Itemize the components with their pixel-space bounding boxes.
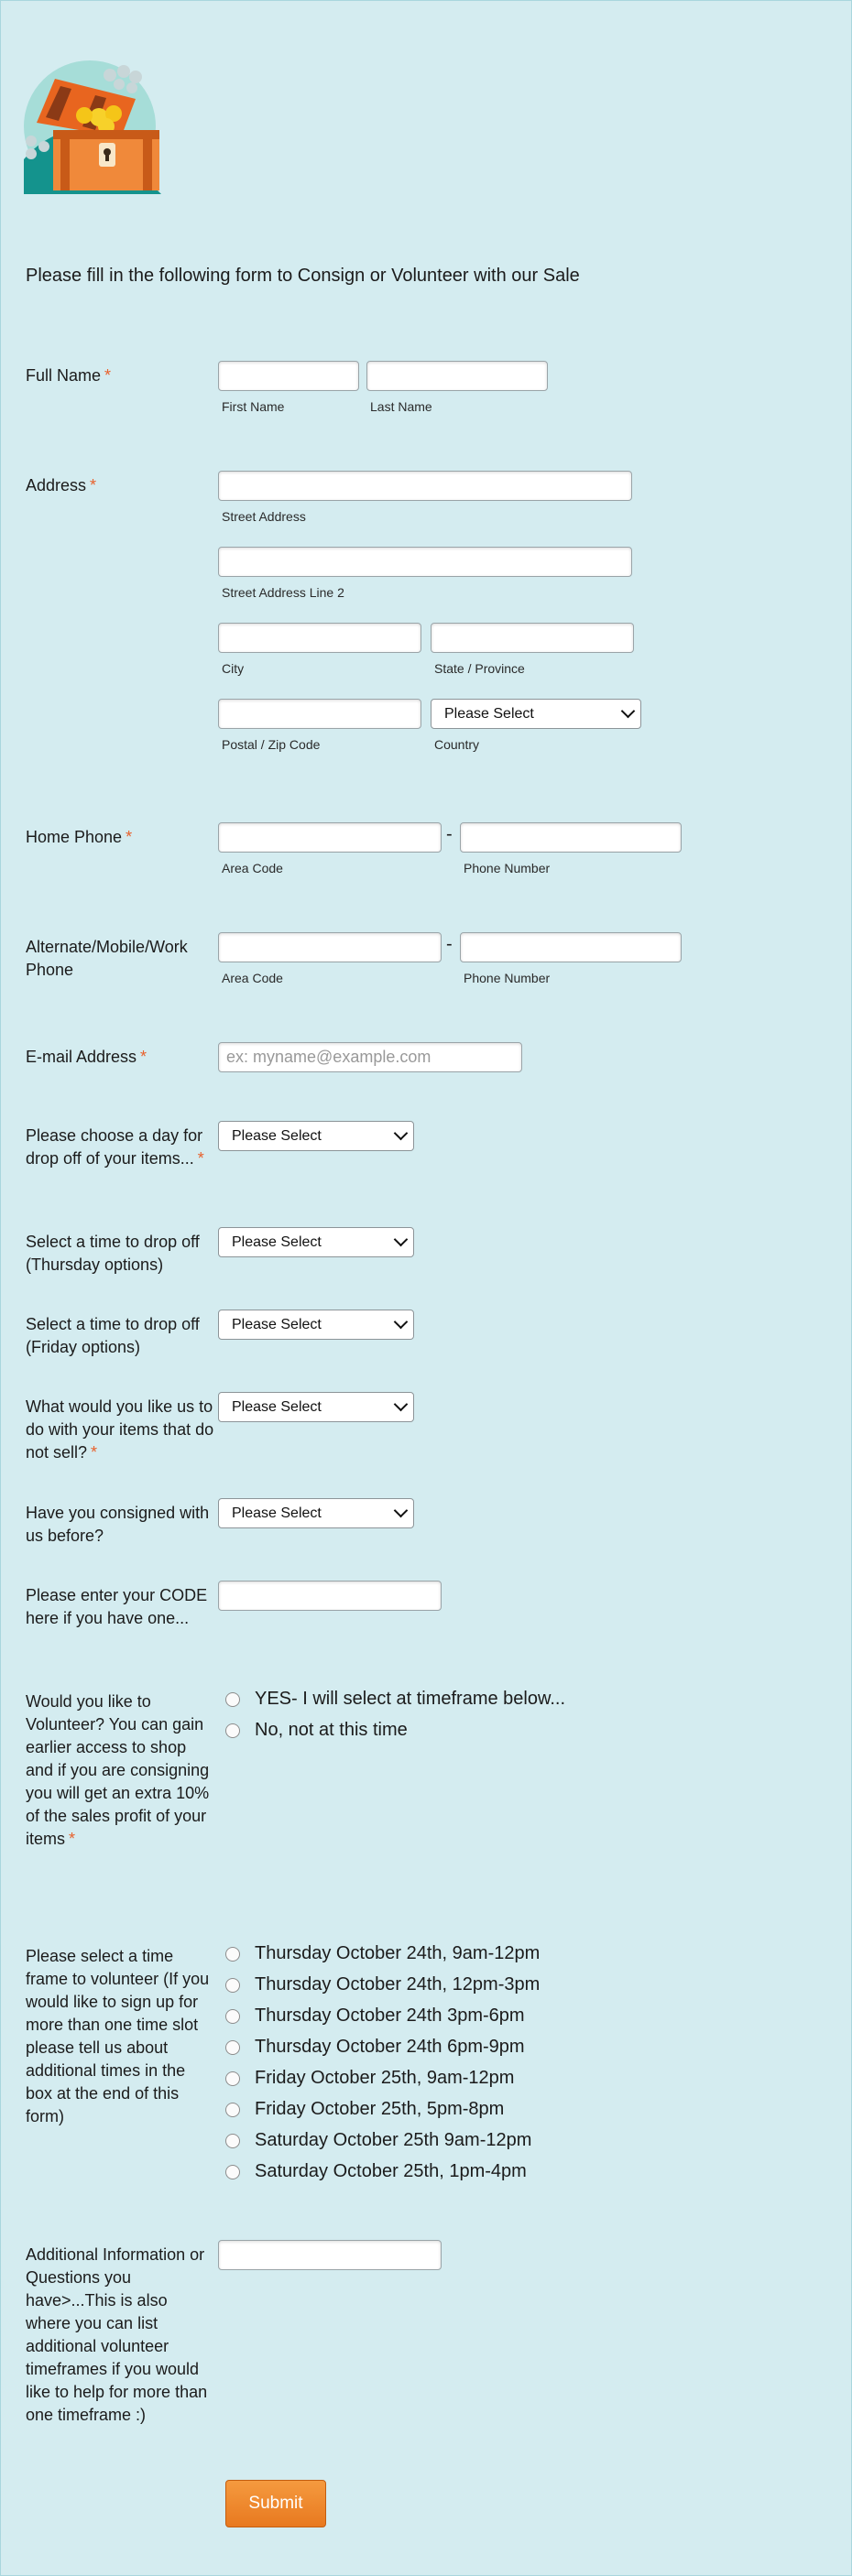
- street-address-line2-input[interactable]: [218, 547, 632, 577]
- phone-dash: -: [446, 934, 453, 954]
- chevron-down-icon: [621, 704, 636, 719]
- email-label: E-mail Address *: [26, 1048, 147, 1066]
- state-sublabel: State / Province: [434, 661, 525, 676]
- radio-button[interactable]: [225, 2134, 240, 2148]
- street-address-input[interactable]: [218, 471, 632, 501]
- treasure-chest-logo: [18, 59, 161, 194]
- submit-button[interactable]: Submit: [225, 2480, 326, 2527]
- address-label: Address *: [26, 476, 97, 495]
- home-number-sublabel: Phone Number: [464, 861, 551, 875]
- thursday-time-select[interactable]: Please Select: [218, 1227, 414, 1257]
- alt-phone-number-input[interactable]: [460, 932, 682, 962]
- state-input[interactable]: [431, 623, 634, 653]
- radio-button[interactable]: [225, 2071, 240, 2086]
- alt-phone-label: Alternate/Mobile/Work Phone: [26, 938, 188, 979]
- street-address-line2-sublabel: Street Address Line 2: [222, 585, 344, 600]
- radio-button[interactable]: [225, 2009, 240, 2024]
- additional-info-input[interactable]: [218, 2240, 442, 2270]
- full-name-label: Full Name *: [26, 366, 112, 385]
- email-input[interactable]: ex: myname@example.com: [218, 1042, 522, 1072]
- phone-dash: -: [446, 824, 453, 844]
- chevron-down-icon: [394, 1126, 409, 1141]
- radio-button[interactable]: [225, 2103, 240, 2117]
- home-phone-label: Home Phone *: [26, 828, 133, 846]
- friday-time-label: Select a time to drop off (Friday options): [26, 1315, 200, 1356]
- chevron-down-icon: [394, 1504, 409, 1518]
- home-area-sublabel: Area Code: [222, 861, 283, 875]
- zip-sublabel: Postal / Zip Code: [222, 737, 321, 752]
- form-intro: Please fill in the following form to Consign or Volunteer with our Sale: [26, 266, 580, 286]
- unsold-items-select[interactable]: Please Select: [218, 1392, 414, 1422]
- home-phone-area-input[interactable]: [218, 822, 442, 853]
- consigned-before-label: Have you consigned with us before?: [26, 1504, 210, 1545]
- city-sublabel: City: [222, 661, 245, 676]
- last-name-sublabel: Last Name: [370, 399, 432, 414]
- radio-button[interactable]: [225, 1947, 240, 1962]
- radio-button[interactable]: [225, 1723, 240, 1738]
- home-phone-number-input[interactable]: [460, 822, 682, 853]
- radio-button[interactable]: [225, 2040, 240, 2055]
- first-name-input[interactable]: [218, 361, 359, 391]
- radio-button[interactable]: [225, 1978, 240, 1993]
- chevron-down-icon: [394, 1233, 409, 1247]
- street-address-sublabel: Street Address: [222, 509, 306, 524]
- alt-phone-area-input[interactable]: [218, 932, 442, 962]
- first-name-sublabel: First Name: [222, 399, 285, 414]
- code-input[interactable]: [218, 1581, 442, 1611]
- zip-input[interactable]: [218, 699, 421, 729]
- alt-area-sublabel: Area Code: [222, 971, 283, 985]
- code-label: Please enter your CODE here if you have one...: [26, 1586, 208, 1627]
- radio-button[interactable]: [225, 1692, 240, 1707]
- consigned-before-select[interactable]: Please Select: [218, 1498, 414, 1528]
- chevron-down-icon: [394, 1397, 409, 1412]
- last-name-input[interactable]: [366, 361, 548, 391]
- timeframe-label: Please select a time frame to volunteer (If you would like to sign up for more than one time slot please tell us about additional times in the box at the end of this form): [26, 1947, 210, 2125]
- additional-info-label: Additional Information or Questions you have>...This is also where you can list additional volunteer timeframes if you would like to help for more than one timeframe :): [26, 2245, 208, 2424]
- unsold-items-label: What would you like us to do with your items that do not sell? *: [26, 1397, 214, 1462]
- alt-number-sublabel: Phone Number: [464, 971, 551, 985]
- radio-button[interactable]: [225, 2165, 240, 2179]
- thursday-time-label: Select a time to drop off (Thursday options): [26, 1233, 200, 1274]
- friday-time-select[interactable]: Please Select: [218, 1310, 414, 1340]
- country-select[interactable]: Please Select: [431, 699, 641, 729]
- city-input[interactable]: [218, 623, 421, 653]
- dropoff-day-select[interactable]: Please Select: [218, 1121, 414, 1151]
- dropoff-day-label: Please choose a day for drop off of your items... *: [26, 1126, 204, 1168]
- chevron-down-icon: [394, 1315, 409, 1330]
- volunteer-label: Would you like to Volunteer? You can gain earlier access to shop and if you are consigning you will get an extra 10% of the sales profit of your items *: [26, 1692, 210, 1848]
- country-sublabel: Country: [434, 737, 480, 752]
